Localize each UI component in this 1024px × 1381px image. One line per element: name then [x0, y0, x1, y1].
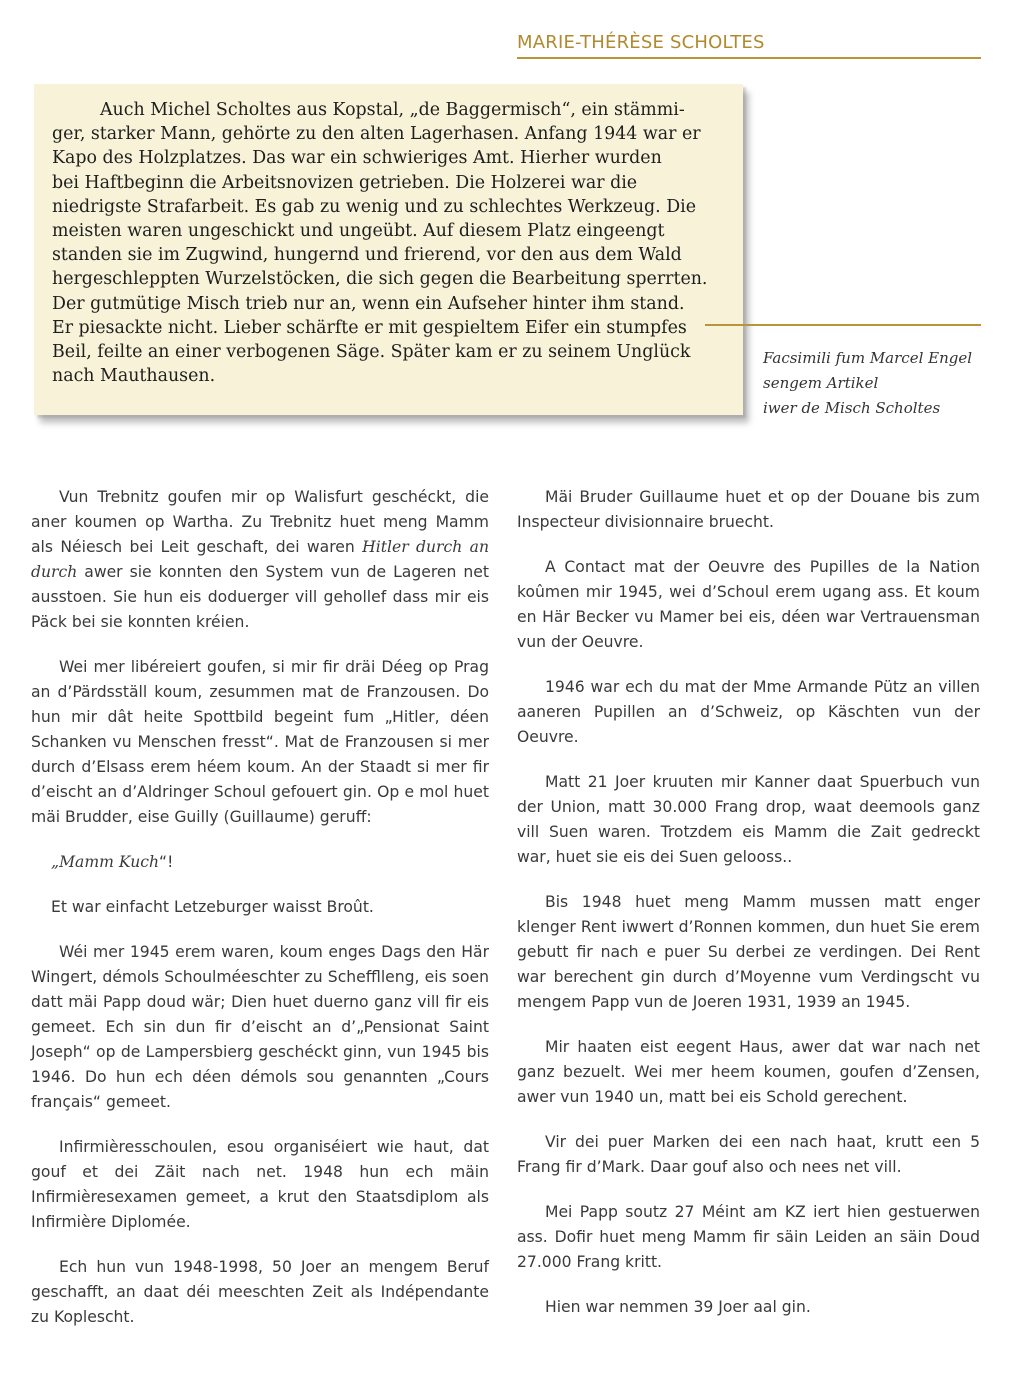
facsimile-caption: [763, 346, 993, 421]
facsimile-line: hergeschleppten Wurzelstöcken, die sich gegen die Bearbeitung sperrten.: [52, 269, 708, 290]
quote-mark: “!: [159, 853, 174, 871]
facsimile-line: standen sie im Zugwind, hungernd und frierend, vor den aus dem Wald: [52, 245, 682, 266]
caption-line: Facsimili fum Marcel Engel: [763, 349, 973, 367]
quote-mark: „: [51, 853, 60, 871]
paragraph: 1946 war ech du mat der Mme Armande Pütz an villen aaneren Pupillen an d’Schweiz, op Käschten vun der Oeuvre.: [517, 678, 980, 746]
italic-emphasis: Hitler durch an durch: [31, 538, 489, 581]
author-name-heading: MARIE-THÉRÈSE SCHOLTES: [517, 32, 765, 53]
page-header: [517, 30, 981, 59]
paragraph: Wei mer libéreiert goufen, si mir fir dräi Déeg op Prag an d’Pärdsställ koum, zesummen mat de Franzousen. Do hun mir dât heite Spottbild begeint fum „Hitler, déen Schanken vu Menschen fresst“. Mat de Franzousen si mer durch d’Elsass erem héem koum. An der Staadt si mer fir d’eischt an d’Aldringer Schoul gefouert gin. Op e mol huet mäi Brudder, eise Guilly (Guillaume) geruff:: [31, 658, 489, 826]
paragraph: Mir haaten eist eegent Haus, awer dat war nach net ganz bezuelt. Wei mer heem koumen, goufen d’Zensen, awer vun 1940 un, matt bei eis Schold gerechent.: [517, 1038, 980, 1106]
paragraph: Ech hun vun 1948-1998, 50 Joer an mengem Beruf geschafft, an daat déi meeschten Zeit als Indépendante zu Koplescht.: [31, 1258, 489, 1326]
paragraph: Matt 21 Joer kruuten mir Kanner daat Spuerbuch vun der Union, matt 30.000 Frang drop, waat deemools ganz vill Suen waren. Trotzdem eis Mamm die Zait gedreckt war, huet sie eis dei Suen gelooss..: [517, 773, 980, 866]
facsimile-line: Kapo des Holzplatzes. Das war ein schwieriges Amt. Hierher wurden: [52, 148, 662, 169]
quote-text: Mamm Kuch: [59, 853, 160, 871]
facsimile-excerpt-box: [34, 84, 743, 415]
quote-paragraph: [31, 850, 489, 875]
paragraph-text: Vun Trebnitz goufen mir op Walisfurt geschéckt, die aner koumen op Wartha. Zu Trebnitz huet meng Mamm als Néiesch bei Leit geschaft, dei waren: [31, 488, 489, 556]
paragraph-text: awer sie konnten den System vun de Lageren net ausstoen. Sie hun eis doduerger vill gehollef dass mir eis Päck bei sie konnten kréien.: [31, 563, 489, 631]
paragraph: Vir dei puer Marken dei een nach haat, krutt een 5 Frang fir d’Mark. Daar gouf also och nees net vill.: [517, 1133, 980, 1176]
paragraph: Bis 1948 huet meng Mamm mussen matt enger klenger Rent iwwert d’Ronnen kommen, dun huet Sie erem gebutt fir nach e puer Su derbei ze verdingen. Dei Rent war berechent gin durch d’Moyenne vum Verdingscht vu mengem Papp vun de Joeren 1931, 1939 an 1945.: [517, 893, 980, 1011]
facsimile-line: Er piesackte nicht. Lieber schärfte er mit gespieltem Eifer ein stumpfes: [52, 317, 687, 338]
caption-connector-rule: [705, 324, 981, 326]
facsimile-line: nach Mauthausen.: [52, 366, 216, 387]
caption-line: sengem Artikel: [763, 374, 879, 392]
left-text-column: [31, 485, 489, 1350]
facsimile-line: meisten waren ungeschickt und ungeübt. Auf diesem Platz eingeengt: [52, 221, 665, 242]
paragraph: Infirmièresschoulen, esou organiséiert wie haut, dat gouf et dei Zäit nach net. 1948 hun ech mäin Infirmièresexamen gemeet, a krut den Staatsdiplom als Infirmière Diplomée.: [31, 1138, 489, 1231]
paragraph: Mäi Bruder Guillaume huet et op der Douane bis zum Inspecteur divisionnaire bruecht.: [517, 488, 980, 531]
facsimile-line: Der gutmütige Misch trieb nur an, wenn ein Aufseher hinter ihm stand.: [52, 293, 685, 314]
caption-line: iwer de Misch Scholtes: [763, 399, 941, 417]
facsimile-line: Beil, feilte an einer verbogenen Säge. Später kam er zu seinem Unglück: [52, 342, 691, 363]
paragraph: Mei Papp soutz 27 Méint am KZ iert hien gestuerwen ass. Dofir huet meng Mamm fir säin Leiden an säin Doud 27.000 Frang kritt.: [517, 1203, 980, 1271]
facsimile-line: niedrigste Strafarbeit. Es gab zu wenig und zu schlechtes Werkzeug. Die: [52, 196, 697, 217]
facsimile-line: ger, starker Mann, gehörte zu den alten Lagerhasen. Anfang 1944 war er: [52, 124, 701, 145]
paragraph: A Contact mat der Oeuvre des Pupilles de la Nation koûmen mir 1945, wei d’Schoul erem ugang ass. Et koum en Här Becker vu Mamer bei eis, déen war Vertrauensman vun der Oeuvre.: [517, 558, 980, 651]
paragraph: [31, 485, 489, 635]
facsimile-text: [52, 98, 742, 388]
facsimile-line: Auch Michel Scholtes aus Kopstal, „de Baggermisch“, ein stämmi-: [100, 100, 685, 120]
paragraph: Hien war nemmen 39 Joer aal gin.: [545, 1298, 811, 1316]
facsimile-line: bei Haftbeginn die Arbeitsnovizen getrieben. Die Holzerei war die: [52, 172, 638, 193]
paragraph: Et war einfacht Letzeburger waisst Broût.: [51, 898, 374, 916]
paragraph: Wéi mer 1945 erem waren, koum enges Dags den Här Wingert, démols Schoulméeschter zu Schefflleng, eis soen datt mäi Papp doud wär; Dien huet duerno ganz vill fir eis gemeet. Ech sin dun fir d’eischt an d’„Pensionat Saint Joseph“ op de Lampersbierg geschéckt ginn, vun 1945 bis 1946. Do hun ech déen démols sou genannten „Cours français“ gemeet.: [31, 943, 489, 1111]
right-text-column: [517, 485, 980, 1340]
